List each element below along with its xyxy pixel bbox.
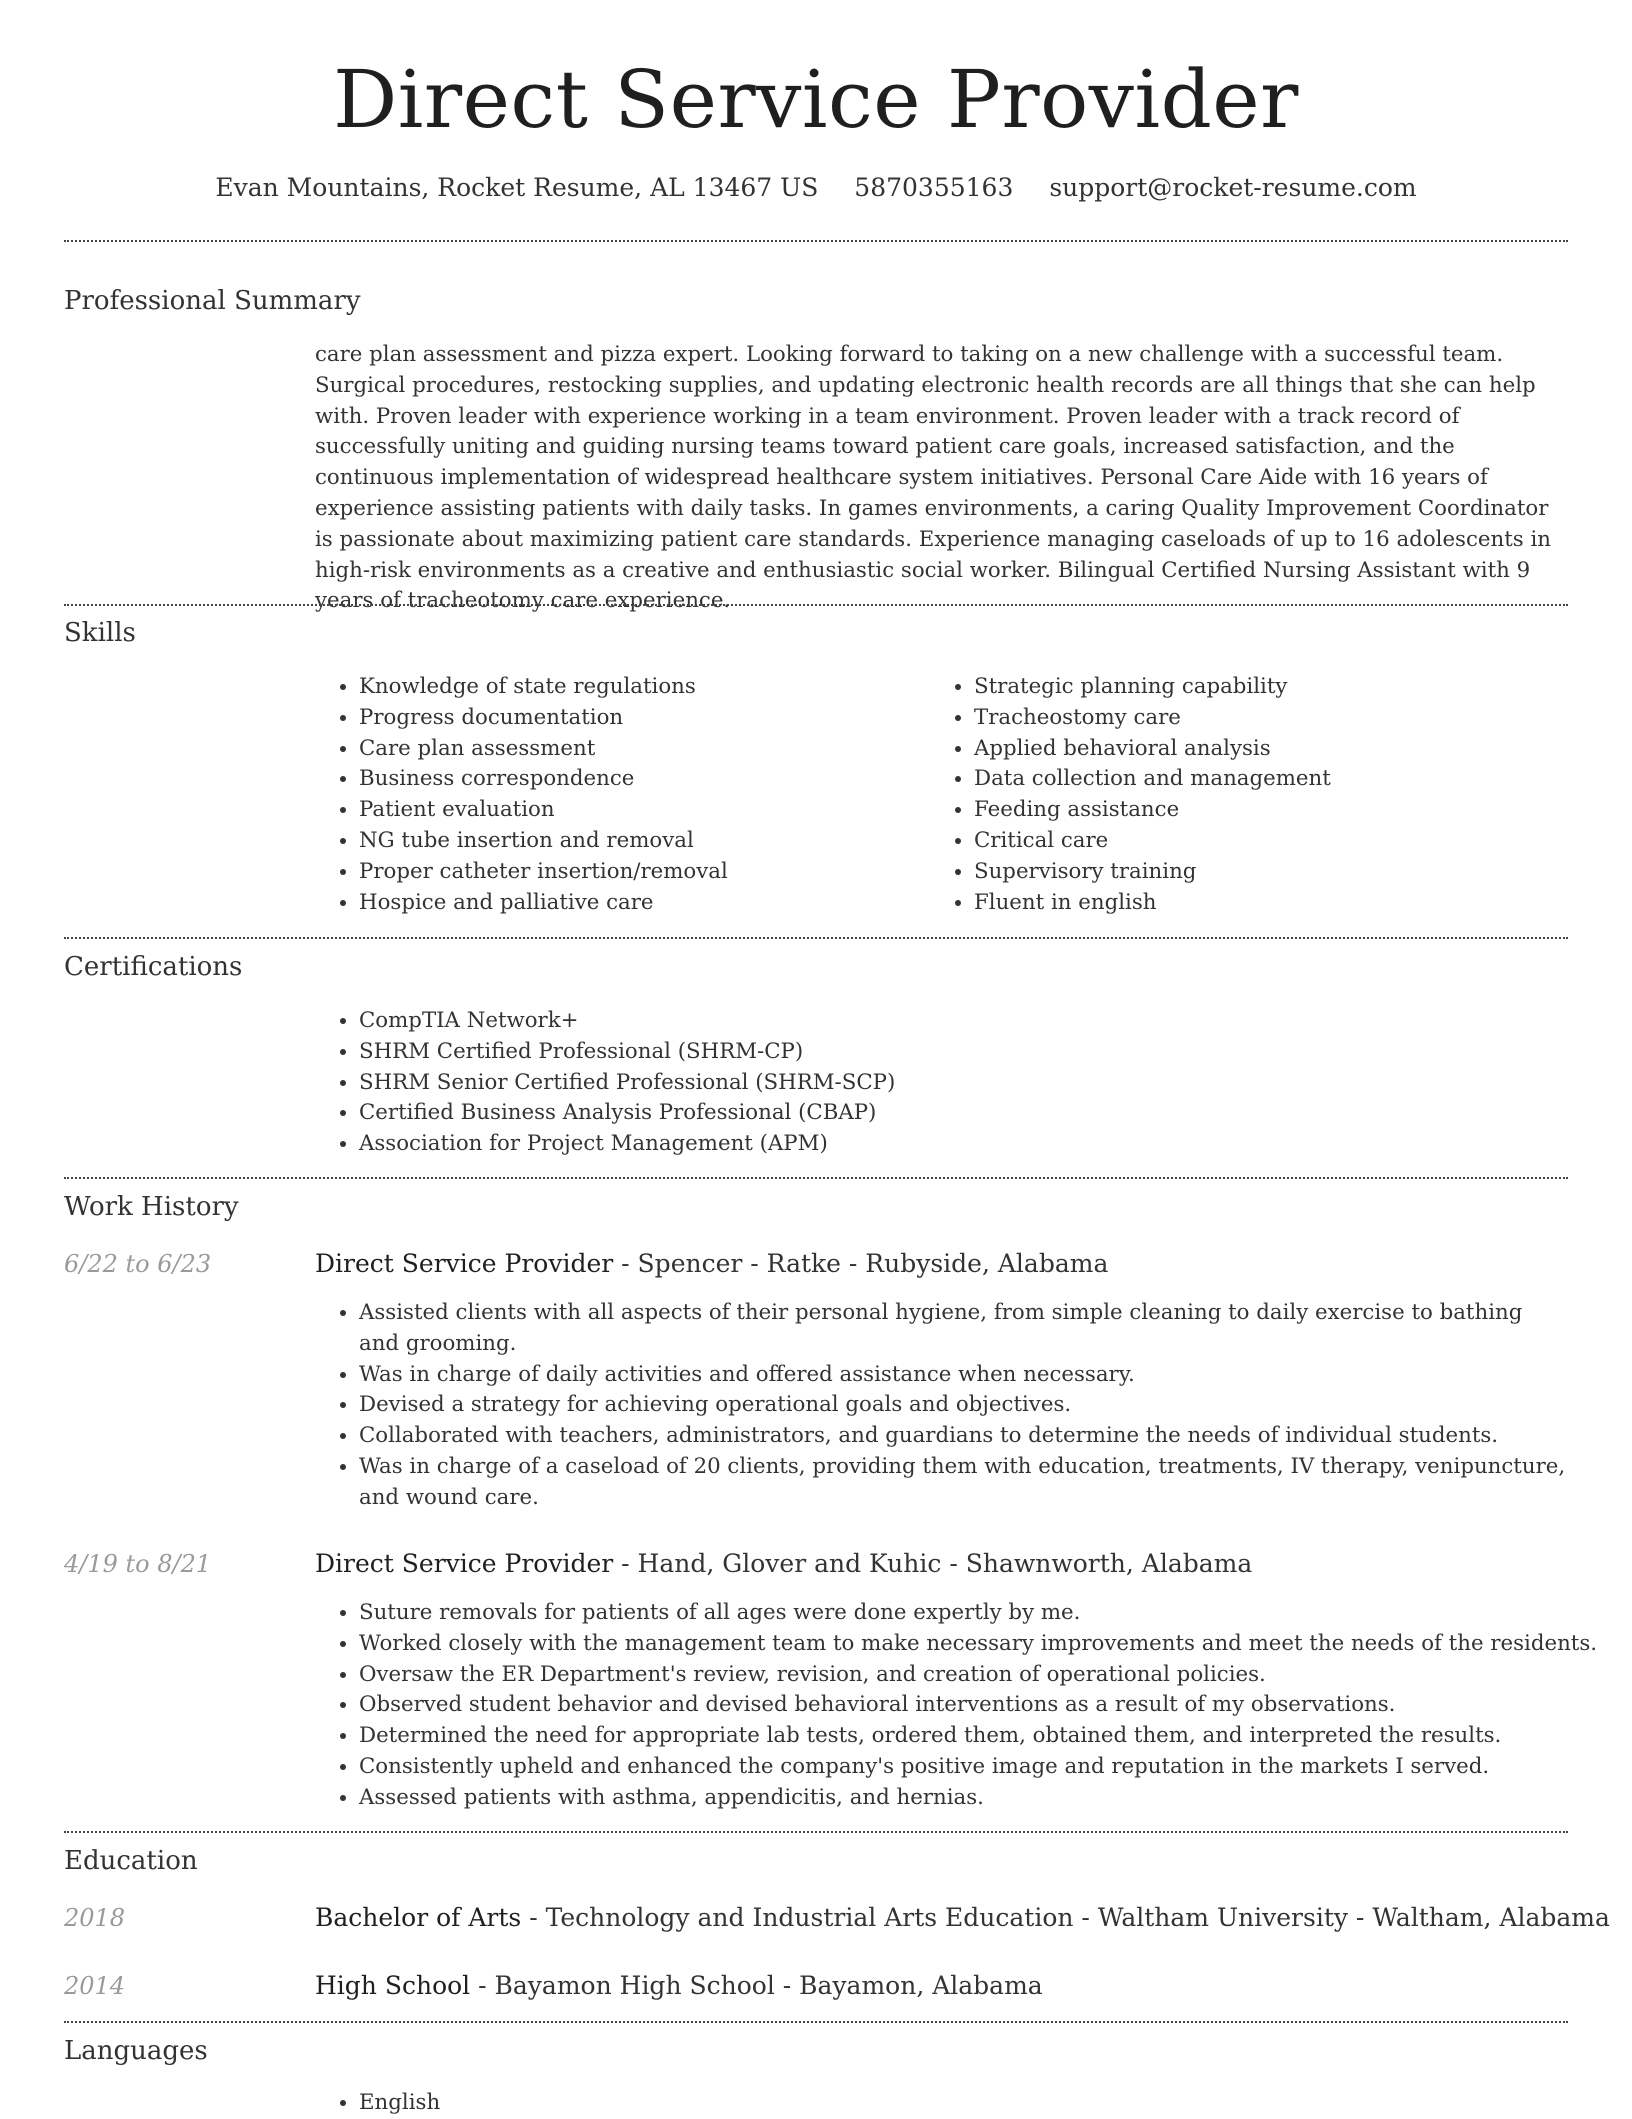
skill-item: • Strategic planning capability <box>974 672 1574 703</box>
skills-list-left <box>315 672 919 918</box>
job-duty: • Suture removals for patients of all ages were done expertly by me. <box>359 1598 1612 1629</box>
job-duty: • Determined the need for appropriate lab tests, ordered them, obtained them, and interpreted the results. <box>359 1721 1612 1752</box>
section-divider <box>64 1177 1568 1179</box>
job-role: Direct Service Provider <box>315 1249 614 1278</box>
education-degree: High School <box>315 1971 471 2000</box>
education-entry <box>315 1970 1043 2002</box>
job-dates: 4/19 to 8/21 <box>64 1550 212 1578</box>
job-duty: • Assisted clients with all aspects of their personal hygiene, from simple cleaning to daily exercise to bathing and grooming. <box>359 1298 1568 1360</box>
section-divider <box>64 604 1568 606</box>
contact-address: Evan Mountains, Rocket Resume, AL 13467 US <box>215 173 819 202</box>
skills-list-right <box>930 672 1574 918</box>
skill-item: • Feeding assistance <box>974 795 1574 826</box>
job-duty: • Worked closely with the management team to make necessary improvements and meet the needs of the residents. <box>359 1629 1612 1660</box>
section-divider <box>64 1831 1568 1833</box>
summary-section-title: Professional Summary <box>64 286 361 316</box>
job-duty: • Was in charge of a caseload of 20 clients, providing them with education, treatments, IV therapy, venipuncture, and wound care. <box>359 1452 1568 1514</box>
job-duties-list <box>315 1298 1568 1514</box>
skill-item: • NG tube insertion and removal <box>359 826 919 857</box>
job-duty: • Assessed patients with asthma, appendicitis, and hernias. <box>359 1783 1612 1814</box>
skill-item: • Tracheostomy care <box>974 703 1574 734</box>
languages-section-title: Languages <box>64 2036 208 2066</box>
skill-item: • Hospice and palliative care <box>359 888 919 919</box>
job-employer: - Spencer - Ratke - Rubyside, Alabama <box>613 1249 1109 1278</box>
job-duty: • Observed student behavior and devised behavioral interventions as a result of my observations. <box>359 1690 1612 1721</box>
job-dates: 6/22 to 6/23 <box>64 1250 212 1278</box>
contact-email: support@rocket-resume.com <box>1049 173 1417 202</box>
contact-line <box>0 172 1632 204</box>
education-year: 2014 <box>64 1972 126 2000</box>
summary-text: care plan assessment and pizza expert. Looking forward to taking on a new challenge with a successful team. Surgical procedures, restocking supplies, and updating electronic health records are all things that she can help with. Proven leader with experience working in a team environment. Proven leader with a track record of successfully uniting and guiding nursing teams toward patient care goals, increased satisfaction, and the continuous implementation of widespread healthcare system initiatives. Personal Care Aide with 16 years of experience assisting patients with daily tasks. In games environments, a caring Quality Improvement Coordinator is passionate about maximizing patient care standards. Experience managing caseloads of up to 16 adolescents in high-risk environments as a creative and enthusiastic social worker. Bilingual Certified Nursing Assistant with 9 years of tracheotomy care experience. <box>315 342 1552 614</box>
certification-item: • Association for Project Management (APM) <box>359 1129 1559 1160</box>
section-divider <box>64 937 1568 939</box>
certification-item: • SHRM Certified Professional (SHRM-CP) <box>359 1037 1559 1068</box>
job-duty: • Collaborated with teachers, administrators, and guardians to determine the needs of individual students. <box>359 1421 1568 1452</box>
section-divider <box>64 240 1568 242</box>
section-divider <box>64 2021 1568 2023</box>
language-item: • English <box>359 2088 959 2119</box>
certification-item: • Certified Business Analysis Professional (CBAP) <box>359 1098 1559 1129</box>
resume-name-heading: Direct Service Provider <box>333 53 1299 146</box>
certifications-section-title: Certifications <box>64 952 243 982</box>
job-duty: • Devised a strategy for achieving operational goals and objectives. <box>359 1390 1568 1421</box>
work-history-section-title: Work History <box>64 1192 239 1222</box>
skill-item: • Patient evaluation <box>359 795 919 826</box>
certification-item: • SHRM Senior Certified Professional (SHRM-SCP) <box>359 1068 1559 1099</box>
job-duty: • Oversaw the ER Department's review, revision, and creation of operational policies. <box>359 1660 1612 1691</box>
job-title <box>315 1548 1252 1580</box>
job-duties-list <box>315 1598 1612 1814</box>
education-section-title: Education <box>64 1846 198 1876</box>
certifications-list <box>315 1006 1559 1160</box>
skill-item: • Fluent in english <box>974 888 1574 919</box>
education-details: - Bayamon High School - Bayamon, Alabama <box>470 1971 1043 2000</box>
job-duty: • Was in charge of daily activities and offered assistance when necessary. <box>359 1360 1568 1391</box>
skill-item: • Care plan assessment <box>359 734 919 765</box>
languages-list <box>315 2088 959 2119</box>
education-degree: Bachelor of Arts <box>315 1903 522 1932</box>
skill-item: • Supervisory training <box>974 857 1574 888</box>
skill-item: • Knowledge of state regulations <box>359 672 919 703</box>
certification-item: • CompTIA Network+ <box>359 1006 1559 1037</box>
skill-item: • Critical care <box>974 826 1574 857</box>
job-role: Direct Service Provider <box>315 1549 614 1578</box>
job-employer: - Hand, Glover and Kuhic - Shawnworth, Alabama <box>613 1549 1253 1578</box>
education-details: - Technology and Industrial Arts Education - Waltham University - Waltham, Alabama <box>521 1903 1610 1932</box>
job-duty: • Consistently upheld and enhanced the company's positive image and reputation in the markets I served. <box>359 1752 1612 1783</box>
skill-item: • Business correspondence <box>359 764 919 795</box>
skill-item: • Progress documentation <box>359 703 919 734</box>
skills-section-title: Skills <box>64 618 136 648</box>
skill-item: • Proper catheter insertion/removal <box>359 857 919 888</box>
skill-item: • Applied behavioral analysis <box>974 734 1574 765</box>
contact-phone: 5870355163 <box>854 173 1014 202</box>
job-title <box>315 1248 1108 1280</box>
education-year: 2018 <box>64 1904 126 1932</box>
education-entry <box>315 1902 1610 1934</box>
skill-item: • Data collection and management <box>974 764 1574 795</box>
